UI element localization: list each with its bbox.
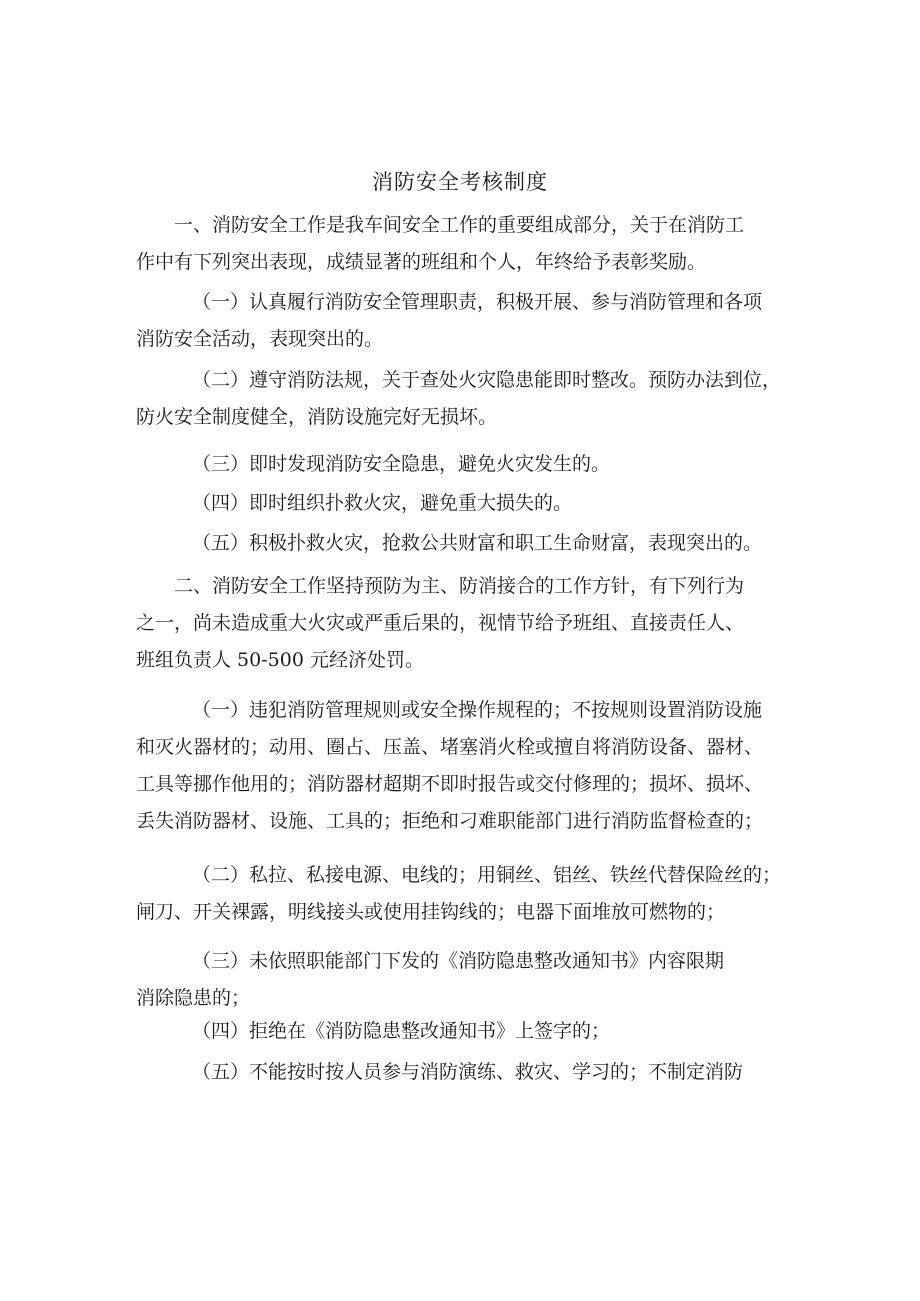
paragraph-line: 之一，尚未造成重大火灾或严重后果的，视情节给予班组、直接责任人、	[136, 612, 745, 634]
paragraph-7	[136, 568, 796, 679]
paragraph-line: （三）未依照职能部门下发的《消防隐患整改通知书》内容限期	[192, 950, 725, 972]
paragraph-11	[136, 1013, 796, 1050]
paragraph-line: 消除隐患的；	[136, 987, 251, 1009]
paragraph-line: 消防安全活动，表现突出的。	[136, 328, 384, 350]
paragraph-8	[136, 692, 796, 840]
paragraph-line: （三）即时发现消防安全隐患，避免火灾发生的。	[192, 453, 611, 475]
paragraph-line: 和灭火器材的；动用、圈占、压盖、堵塞消火栓或擅自将消防设备、器材、	[136, 736, 764, 758]
paragraph-4	[136, 446, 796, 483]
paragraph-line: 丢失消防器材、设施、工具的；拒绝和刁难职能部门进行消防监督检查的；	[136, 810, 764, 832]
paragraph-1	[136, 207, 796, 281]
paragraph-line: （二）遵守消防法规，关于查处火灾隐患能即时整改。预防办法到位，	[192, 369, 782, 391]
paragraph-line: （五）不能按时按人员参与消防演练、救灾、学习的；不制定消防	[192, 1061, 744, 1083]
paragraph-line: 防火安全制度健全，消防设施完好无损坏。	[136, 406, 498, 428]
paragraph-line: 工具等挪作他用的；消防器材超期不即时报告或交付修理的；损坏、损坏、	[136, 773, 764, 795]
paragraph-line: 一、消防安全工作是我车间安全工作的重要组成部分，关于在消防工	[174, 214, 745, 236]
paragraph-line: 作中有下列突出表现，成绩显著的班组和个人，年终给予表彰奖励。	[136, 251, 707, 273]
paragraph-line: （五）积极扑救火灾，抢救公共财富和职工生命财富，表现突出的。	[192, 532, 763, 554]
paragraph-12	[136, 1054, 796, 1091]
paragraph-line: （一）违犯消防管理规则或安全操作规程的；不按规则设置消防设施	[192, 699, 763, 721]
paragraph-line: （二）私拉、私接电源、电线的；用铜丝、铝丝、铁丝代替保险丝的；	[192, 864, 782, 886]
paragraph-line: 二、消防安全工作坚持预防为主、防消接合的工作方针，有下列行为	[174, 575, 745, 597]
document-title: 消防安全考核制度	[372, 170, 548, 194]
paragraph-line: 班组负责人 50-500 元经济处罚。	[136, 649, 424, 671]
paragraph-line: （四）即时组织扑救火灾，避免重大损失的。	[192, 492, 573, 514]
paragraph-line: 闸刀、开关裸露，明线接头或使用挂钩线的；电器下面堆放可燃物的；	[136, 901, 726, 923]
paragraph-10	[136, 943, 796, 1017]
paragraph-9	[136, 857, 796, 931]
paragraph-line: （四）拒绝在《消防隐患整改通知书》上签字的；	[192, 1020, 611, 1042]
paragraph-5	[136, 485, 796, 522]
paragraph-3	[136, 362, 796, 436]
paragraph-2	[136, 284, 796, 358]
paragraph-line: （一）认真履行消防安全管理职责，积极开展、参与消防管理和各项	[192, 291, 763, 313]
paragraph-6	[136, 525, 796, 562]
